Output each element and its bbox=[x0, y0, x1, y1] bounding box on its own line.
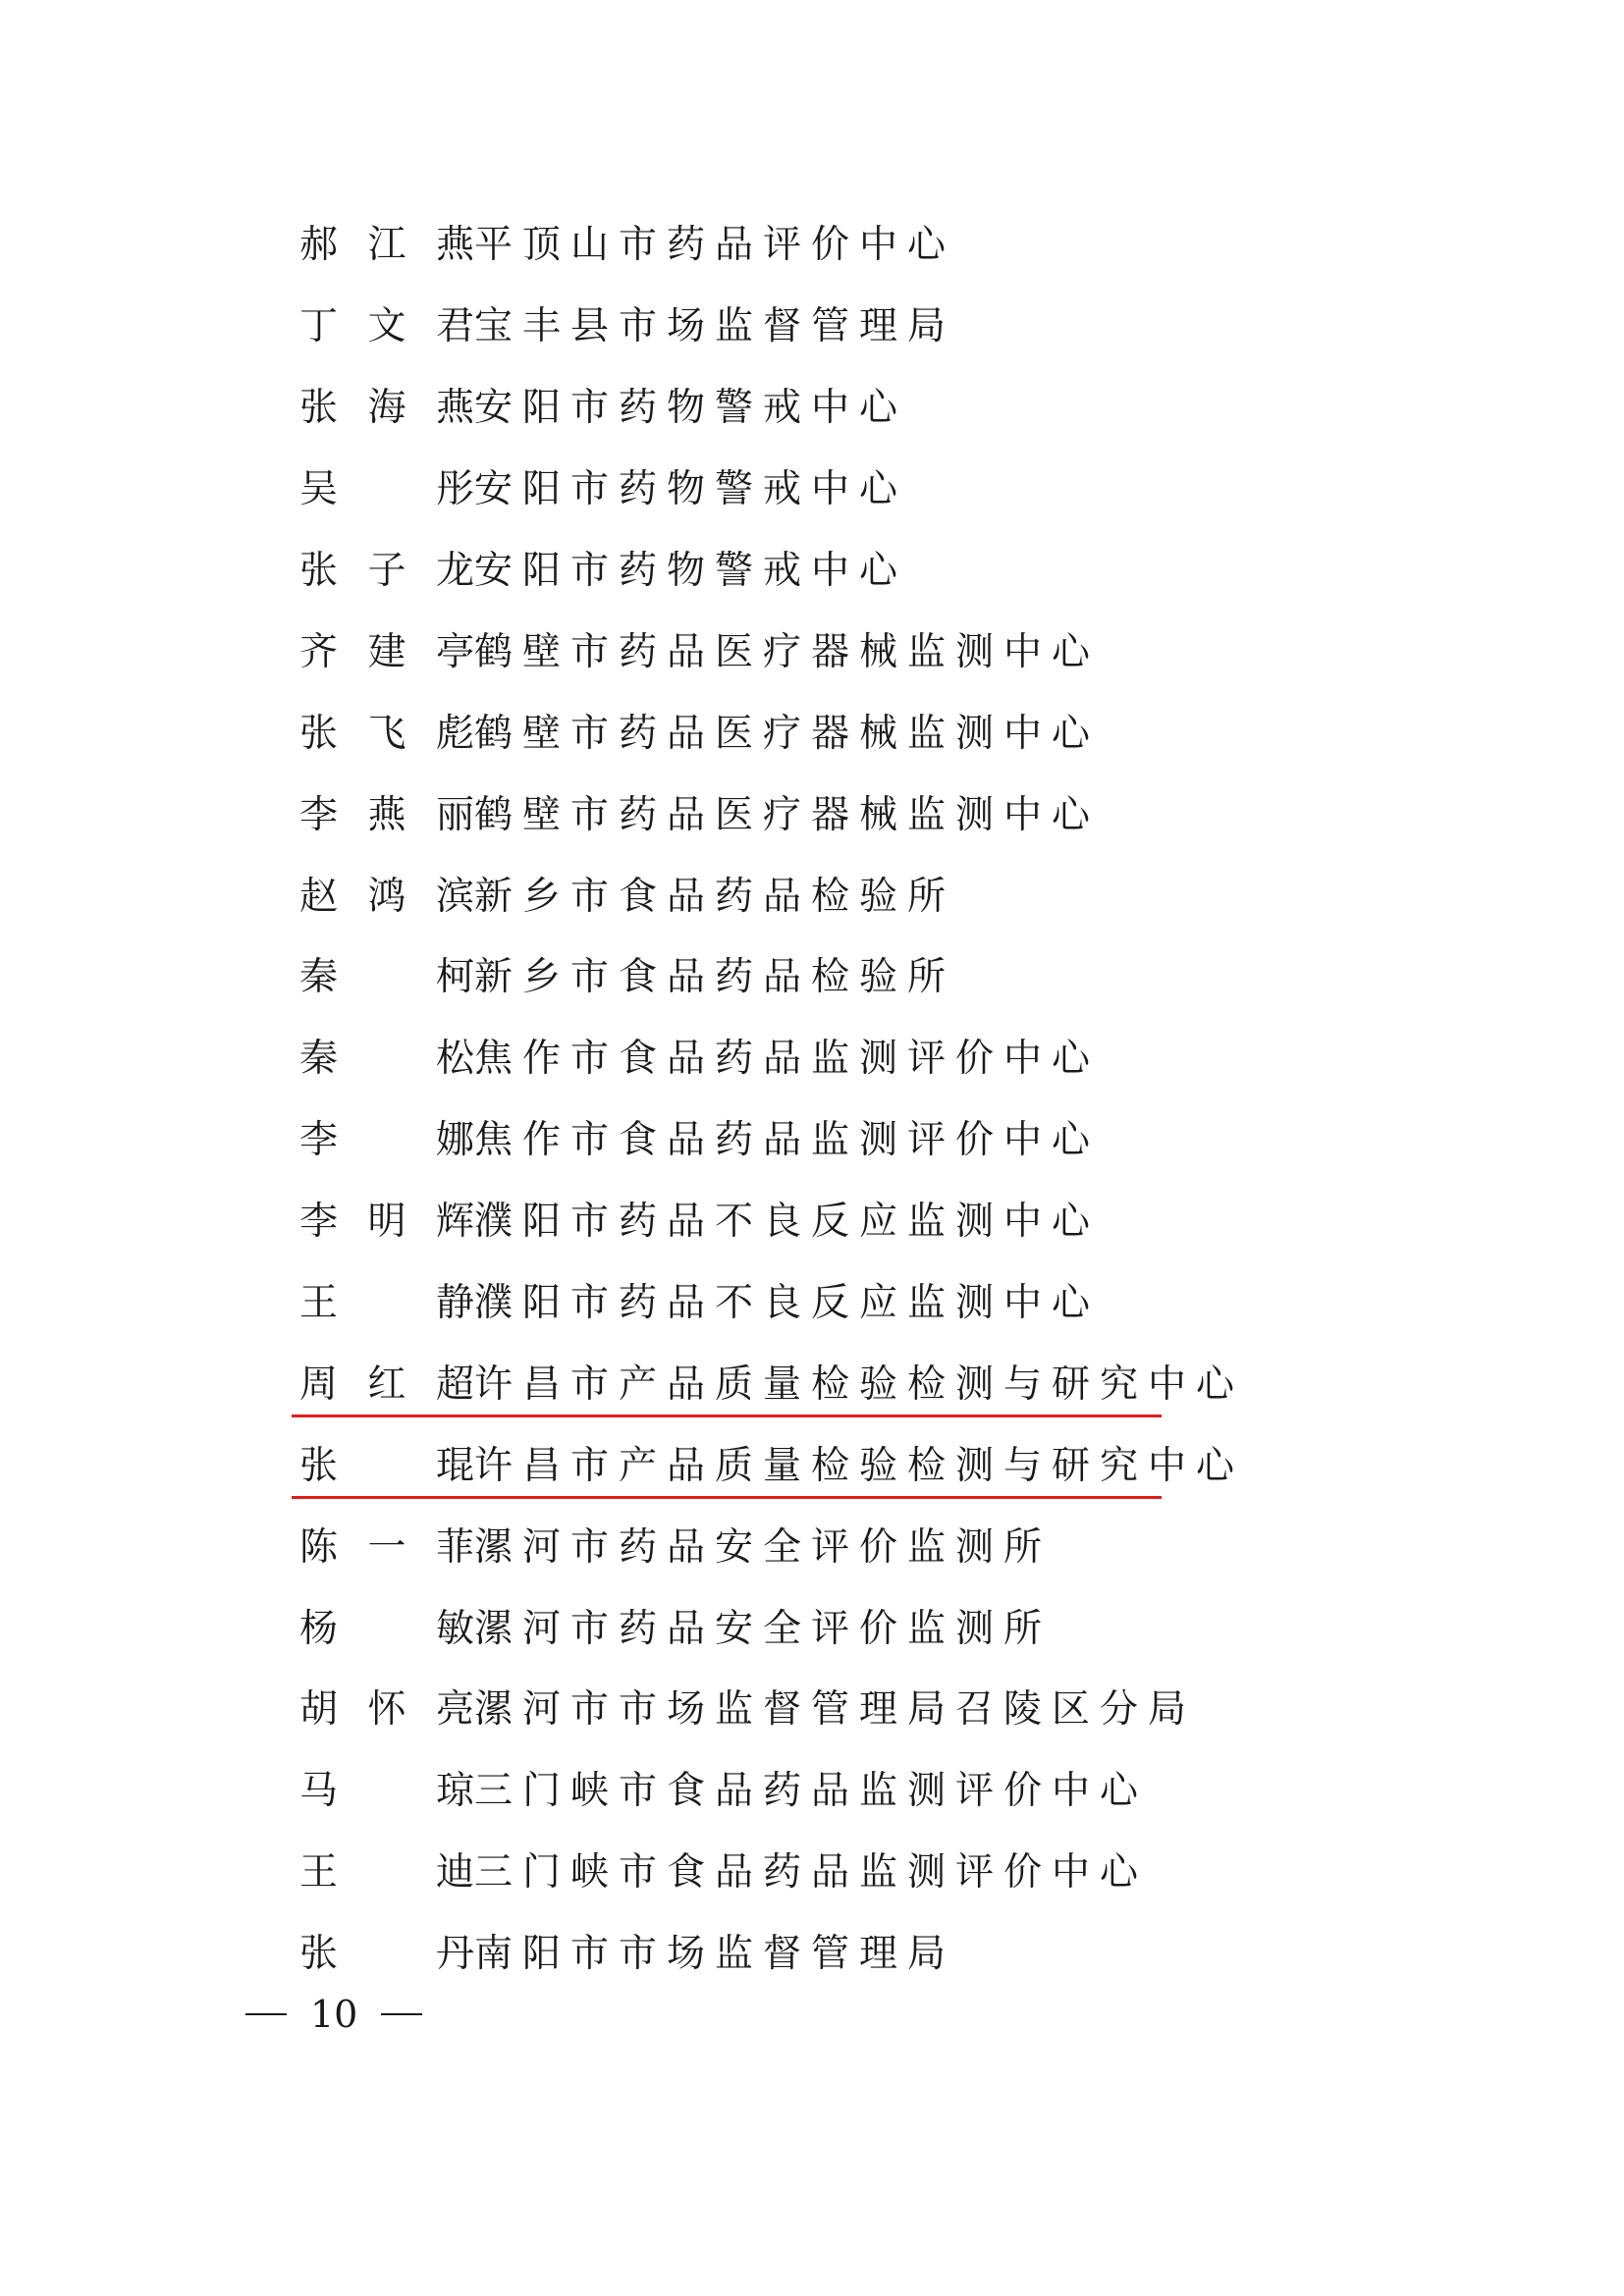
person-name: 吴 彤 bbox=[299, 467, 474, 512]
organization: 鹤壁市药品医疗器械监测中心 bbox=[474, 792, 1101, 837]
person-name: 秦 柯 bbox=[299, 955, 474, 1000]
dash-right bbox=[381, 2013, 422, 2015]
organization: 许昌市产品质量检验检测与研究中心 bbox=[474, 1443, 1245, 1488]
organization: 新乡市食品药品检验所 bbox=[474, 874, 956, 919]
person-name: 张 丹 bbox=[299, 1932, 474, 1977]
organization: 漯河市药品安全评价监测所 bbox=[474, 1606, 1053, 1651]
organization: 焦作市食品药品监测评价中心 bbox=[474, 1118, 1101, 1163]
organization: 南阳市市场监督管理局 bbox=[474, 1932, 956, 1977]
page-number-text: 10 bbox=[310, 1993, 358, 2036]
list-item bbox=[299, 1259, 1380, 1341]
list-item bbox=[299, 1340, 1380, 1421]
list-item bbox=[299, 1015, 1380, 1096]
list-item bbox=[299, 1421, 1380, 1503]
person-name: 周 红 超 bbox=[299, 1362, 474, 1407]
organization: 漯河市市场监督管理局召陵区分局 bbox=[474, 1687, 1197, 1733]
list-item bbox=[299, 201, 1380, 283]
list-item bbox=[299, 689, 1380, 771]
person-name: 马 琼 bbox=[299, 1769, 474, 1814]
organization: 平顶山市药品评价中心 bbox=[474, 223, 956, 268]
organization: 安阳市药物警戒中心 bbox=[474, 386, 908, 431]
person-name: 胡 怀 亮 bbox=[299, 1687, 474, 1733]
person-name: 赵 鸿 滨 bbox=[299, 874, 474, 919]
person-name: 王 迪 bbox=[299, 1850, 474, 1896]
list-item bbox=[299, 283, 1380, 364]
organization: 许昌市产品质量检验检测与研究中心 bbox=[474, 1362, 1245, 1407]
dash-left bbox=[245, 2013, 287, 2015]
person-name: 齐 建 亭 bbox=[299, 629, 474, 674]
list-item bbox=[299, 1829, 1380, 1910]
organization: 漯河市药品安全评价监测所 bbox=[474, 1524, 1053, 1570]
list-item bbox=[299, 608, 1380, 689]
list-item bbox=[299, 934, 1380, 1015]
organization: 鹤壁市药品医疗器械监测中心 bbox=[474, 711, 1101, 756]
list-item bbox=[299, 771, 1380, 852]
list-item bbox=[299, 1747, 1380, 1829]
person-name: 张 琨 bbox=[299, 1443, 474, 1488]
list-item bbox=[299, 446, 1380, 527]
person-name: 李 娜 bbox=[299, 1118, 474, 1163]
organization: 新乡市食品药品检验所 bbox=[474, 955, 956, 1000]
person-name: 张 飞 彪 bbox=[299, 711, 474, 756]
list-item bbox=[299, 1503, 1380, 1584]
person-name: 秦 松 bbox=[299, 1037, 474, 1082]
organization: 安阳市药物警戒中心 bbox=[474, 549, 908, 593]
list-item bbox=[299, 852, 1380, 934]
person-name: 李 明 辉 bbox=[299, 1200, 474, 1245]
page-number bbox=[245, 1993, 422, 2036]
person-name: 丁 文 君 bbox=[299, 304, 474, 349]
organization: 三门峡市食品药品监测评价中心 bbox=[474, 1769, 1149, 1814]
organization: 三门峡市食品药品监测评价中心 bbox=[474, 1850, 1149, 1896]
list-item bbox=[299, 1178, 1380, 1259]
list-item bbox=[299, 1666, 1380, 1747]
organization: 宝丰县市场监督管理局 bbox=[474, 304, 956, 349]
list-item bbox=[299, 1096, 1380, 1178]
organization: 焦作市食品药品监测评价中心 bbox=[474, 1037, 1101, 1082]
list-item bbox=[299, 527, 1380, 609]
organization: 濮阳市药品不良反应监测中心 bbox=[474, 1281, 1101, 1326]
organization: 鹤壁市药品医疗器械监测中心 bbox=[474, 629, 1101, 674]
organization: 安阳市药物警戒中心 bbox=[474, 467, 908, 512]
list-item bbox=[299, 1910, 1380, 1992]
organization: 濮阳市药品不良反应监测中心 bbox=[474, 1200, 1101, 1245]
list-item bbox=[299, 1584, 1380, 1666]
person-name: 杨 敏 bbox=[299, 1606, 474, 1651]
person-name: 郝 江 燕 bbox=[299, 223, 474, 268]
name-list bbox=[299, 201, 1380, 1992]
person-name: 张 海 燕 bbox=[299, 386, 474, 431]
person-name: 张 子 龙 bbox=[299, 549, 474, 593]
person-name: 陈 一 菲 bbox=[299, 1524, 474, 1570]
person-name: 李 燕 丽 bbox=[299, 792, 474, 837]
person-name: 王 静 bbox=[299, 1281, 474, 1326]
list-item bbox=[299, 364, 1380, 446]
